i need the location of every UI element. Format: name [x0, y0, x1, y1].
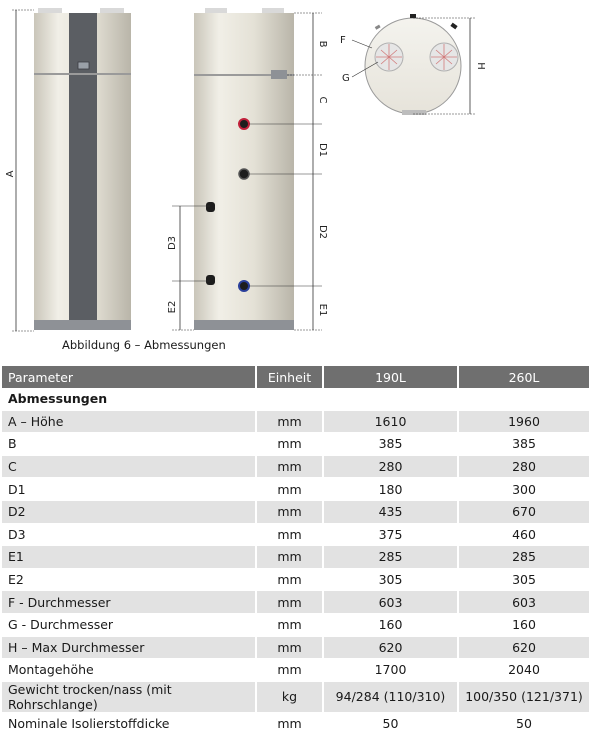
cell-parameter: B [2, 433, 257, 456]
control-panel [69, 13, 97, 328]
cell-parameter: D1 [2, 478, 257, 501]
cell-parameter: C [2, 456, 257, 479]
dim-label-e2: E2 [167, 300, 178, 314]
cell-260l: 1960 [459, 411, 591, 434]
dimensions-table [2, 366, 591, 735]
cell-unit: mm [257, 569, 324, 592]
section-title: Abmessungen [2, 388, 591, 411]
cell-260l: 300 [459, 478, 591, 501]
cell-260l: 305 [459, 569, 591, 592]
cell-parameter: Montagehöhe [2, 659, 257, 682]
dim-label-e1: E1 [317, 303, 328, 317]
cell-parameter: E1 [2, 546, 257, 569]
cell-unit: mm [257, 591, 324, 614]
cell-260l: 460 [459, 524, 591, 547]
coil-connection-upper-icon [206, 202, 215, 212]
dim-label-h: H [475, 62, 486, 70]
table-row [2, 456, 591, 479]
cell-260l: 160 [459, 614, 591, 637]
cold-water-inlet-icon [239, 281, 249, 291]
cell-unit: mm [257, 659, 324, 682]
cell-unit: mm [257, 637, 324, 660]
connection-d1-icon [239, 169, 249, 179]
cell-unit: mm [257, 614, 324, 637]
cell-260l: 285 [459, 546, 591, 569]
cell-unit: mm [257, 433, 324, 456]
cell-260l: 100/350 (121/371) [459, 682, 591, 713]
cell-parameter: Gewicht trocken/nass (mit Rohrschlange) [2, 682, 257, 713]
cell-190l: 160 [324, 614, 459, 637]
cell-unit: mm [257, 456, 324, 479]
coil-connection-lower-icon [206, 275, 215, 285]
table-row [2, 659, 591, 682]
cell-190l: 285 [324, 546, 459, 569]
table-row [2, 682, 591, 713]
cell-260l: 603 [459, 591, 591, 614]
cell-parameter: G - Durchmesser [2, 614, 257, 637]
cell-parameter: D3 [2, 524, 257, 547]
dim-label-b: B [317, 40, 328, 48]
side-view [167, 8, 328, 330]
header-260l: 260L [459, 366, 591, 388]
table-row [2, 524, 591, 547]
cell-unit: kg [257, 682, 324, 713]
front-view [5, 8, 131, 331]
table-row [2, 614, 591, 637]
header-unit: Einheit [257, 366, 324, 388]
header-190l: 190L [324, 366, 459, 388]
cell-unit: mm [257, 713, 324, 736]
cell-parameter: E2 [2, 569, 257, 592]
table-row [2, 546, 591, 569]
table-row [2, 433, 591, 456]
cell-190l: 180 [324, 478, 459, 501]
cell-190l: 280 [324, 456, 459, 479]
dim-label-a: A [5, 170, 16, 178]
cell-260l: 385 [459, 433, 591, 456]
dim-label-d2: D2 [317, 224, 328, 240]
cell-260l: 670 [459, 501, 591, 524]
cell-parameter: H – Max Durchmesser [2, 637, 257, 660]
table-row [2, 713, 591, 736]
dim-label-d3: D3 [167, 235, 178, 251]
cell-190l: 305 [324, 569, 459, 592]
cell-parameter: D2 [2, 501, 257, 524]
cell-190l: 603 [324, 591, 459, 614]
table-row [2, 591, 591, 614]
cell-parameter: Nominale Isolierstoffdicke [2, 713, 257, 736]
cell-190l: 94/284 (110/310) [324, 682, 459, 713]
cell-unit: mm [257, 501, 324, 524]
dim-label-d1: D1 [317, 142, 328, 158]
dimension-drawing [0, 0, 593, 340]
table-row [2, 501, 591, 524]
header-parameter: Parameter [2, 366, 257, 388]
cell-unit: mm [257, 546, 324, 569]
cell-unit: mm [257, 478, 324, 501]
cell-190l: 1700 [324, 659, 459, 682]
top-view [340, 14, 486, 115]
section-row [2, 388, 591, 411]
table-header-row [2, 366, 591, 388]
table-row [2, 569, 591, 592]
cell-260l: 50 [459, 713, 591, 736]
cell-190l: 375 [324, 524, 459, 547]
cell-190l: 620 [324, 637, 459, 660]
table-row [2, 637, 591, 660]
figure-caption: Abbildung 6 – Abmessungen [62, 338, 226, 352]
cell-260l: 620 [459, 637, 591, 660]
cell-260l: 280 [459, 456, 591, 479]
table-row [2, 411, 591, 434]
cell-unit: mm [257, 524, 324, 547]
dim-label-f: F [340, 35, 346, 46]
cell-190l: 50 [324, 713, 459, 736]
cell-190l: 1610 [324, 411, 459, 434]
cell-unit: mm [257, 411, 324, 434]
table-row [2, 478, 591, 501]
dim-label-g: G [342, 73, 350, 84]
cell-190l: 385 [324, 433, 459, 456]
dim-label-c: C [317, 96, 328, 104]
cell-parameter: F - Durchmesser [2, 591, 257, 614]
cell-190l: 435 [324, 501, 459, 524]
hot-water-outlet-icon [239, 119, 249, 129]
cell-260l: 2040 [459, 659, 591, 682]
cell-parameter: A – Höhe [2, 411, 257, 434]
